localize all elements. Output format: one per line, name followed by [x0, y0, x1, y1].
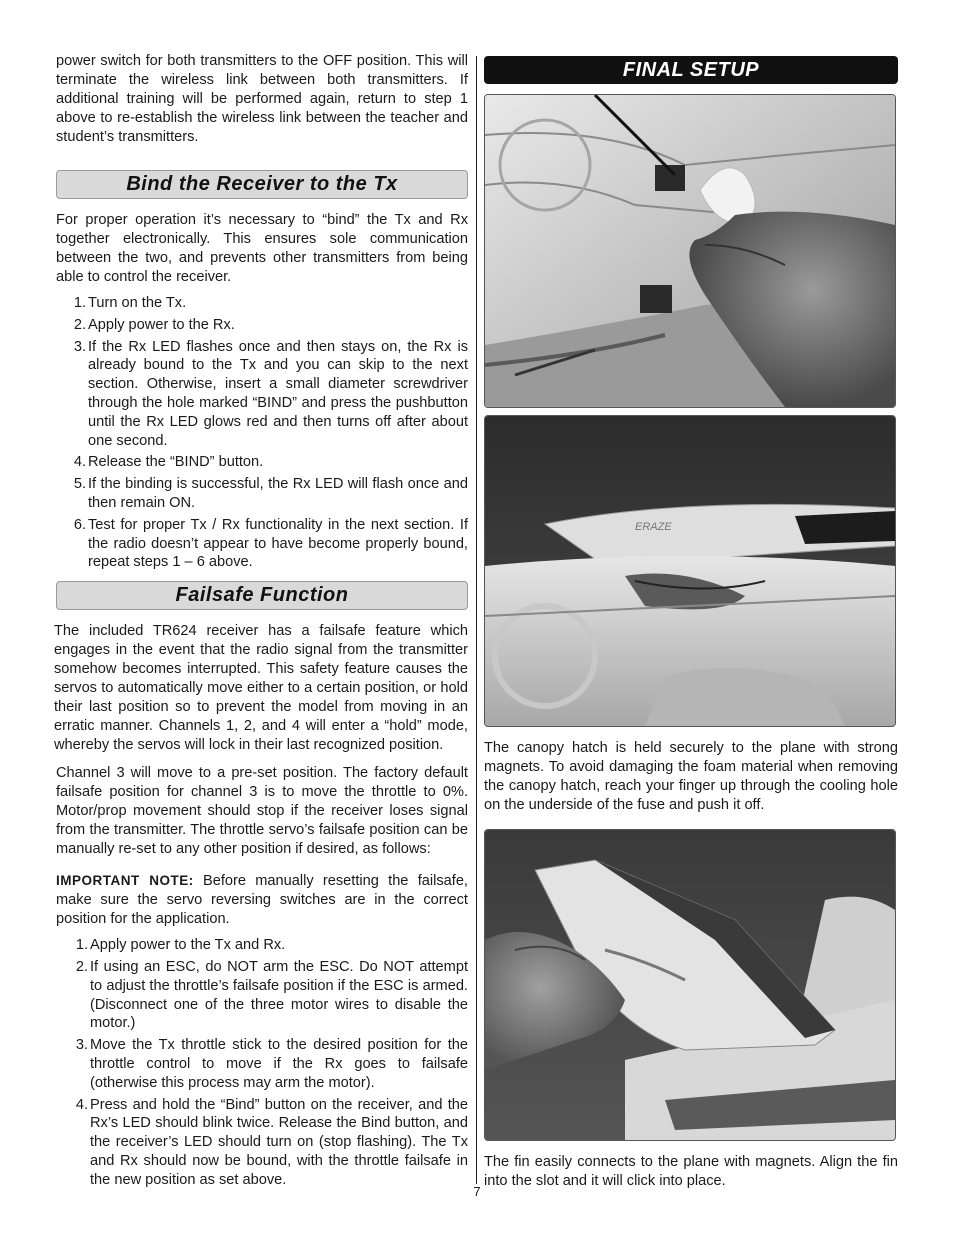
failsafe-step-number: 2. — [75, 958, 88, 975]
important-note-label: IMPORTANT NOTE: — [56, 873, 194, 889]
failsafe-section-heading — [56, 581, 468, 610]
bind-step — [68, 294, 468, 313]
failsafe-steps-list — [70, 936, 468, 1189]
failsafe-step — [70, 936, 468, 955]
bind-section-heading — [56, 170, 468, 199]
receiver-bind-photo — [484, 94, 896, 408]
left-column — [56, 52, 468, 1190]
bind-steps-list — [68, 294, 468, 572]
eraze-label: ERAZE — [635, 521, 672, 533]
right-column — [484, 56, 898, 1191]
canopy-photo-image — [485, 416, 895, 726]
failsafe-paragraph-1: The included TR624 receiver has a failsafe feature which engages in the event that the radio signal from the transmitter somehow becomes interrupted. This safety feature causes the servos to automatically move either to a certain position, or hold their last position so to prevent the model from moving in an erratic manner. Channels 1, 2, and 4 will enter a “hold” mode, whereby the servos will lock in their last recognized position. — [54, 623, 468, 754]
bind-step-number: 2. — [73, 316, 86, 333]
bind-step-text: Release the “BIND” button. — [88, 454, 264, 471]
bind-paragraph: For proper operation it’s necessary to “bind” the Tx and Rx together electronically. This ensures sole communication between the two, and prevents other transmitters from being able to control the receiver. — [56, 212, 468, 285]
failsafe-step-number: 1. — [75, 937, 88, 954]
failsafe-step-text: Move the Tx throttle stick to the desired position for the throttle control to move if the Rx goes to failsafe (otherwise this process may arm the motor). — [90, 1037, 468, 1091]
bind-step-number: 4. — [73, 454, 86, 471]
bind-step-text: If the binding is successful, the Rx LED will flash once and then remain ON. — [88, 476, 468, 511]
fin-photo-image — [485, 830, 895, 1140]
failsafe-step-text: Press and hold the “Bind” button on the receiver, and the Rx’s LED should blink twice. Release the Bind button, and the receiver’s LED should turn on (stop flashing). The Tx and Rx should now be bound, with the throttle failsafe in the new position as set above. — [90, 1096, 468, 1188]
failsafe-paragraph-2: Channel 3 will move to a pre-set position. The factory default failsafe position for channel 3 is to move the throttle to 0%. Motor/prop movement should stop if the receiver loses signal from the transmitter. The throttle servo’s failsafe position can be manually re-set to any other position if desired, as follows: — [56, 765, 468, 858]
page-number: 7 — [473, 1184, 481, 1199]
bind-heading-text: Bind the Receiver to the Tx — [126, 173, 398, 195]
bind-step-text: If the Rx LED flashes once and then stays on, the Rx is already bound to the Tx and you can skip to the next section. Otherwise, insert a small diameter screwdriver through the hole marked “BIND” and press the pushbutton until the Rx LED glows red and then turns off after about one second. — [88, 338, 468, 449]
important-note — [56, 871, 468, 929]
bind-step-number: 5. — [73, 476, 86, 493]
failsafe-step — [70, 958, 468, 1033]
column-divider — [476, 56, 477, 1184]
intro-paragraph: power switch for both transmitters to the OFF position. This will terminate the wireless link between both transmitters. If additional training will be performed again, return to step 1 above to re-establish the wireless link between the teacher and student’s transmitters. — [56, 53, 468, 145]
bind-step-number: 3. — [73, 338, 86, 355]
failsafe-step — [70, 1096, 468, 1190]
failsafe-step-number: 3. — [75, 1037, 88, 1054]
receiver-bind-photo-image — [485, 95, 895, 407]
canopy-caption: The canopy hatch is held securely to the plane with strong magnets. To avoid damaging the foam material when removing the canopy hatch, reach your finger up through the cooling hole on the underside of the fuse and push it off. — [484, 740, 898, 813]
final-setup-heading — [484, 56, 898, 84]
bind-step — [68, 338, 468, 451]
bind-step-number: 6. — [73, 516, 86, 533]
bind-step — [68, 316, 468, 335]
canopy-photo — [484, 415, 896, 727]
failsafe-step — [70, 1036, 468, 1092]
bind-step-number: 1. — [73, 295, 86, 311]
bind-step — [68, 516, 468, 572]
fin-photo — [484, 829, 896, 1141]
failsafe-step-text: If using an ESC, do NOT arm the ESC. Do NOT attempt to adjust the throttle’s failsafe position if the ESC is armed. (Disconnect one of the three motor wires to disable the motor.) — [90, 958, 468, 1032]
important-note-text: Before manually resetting the failsafe, make sure the servo reversing switches are in the correct position for the application. — [56, 873, 468, 928]
failsafe-step-number: 4. — [75, 1096, 88, 1113]
bind-step-text: Apply power to the Rx. — [88, 316, 235, 333]
bind-step-text: Turn on the Tx. — [88, 295, 187, 311]
bind-step — [68, 453, 468, 472]
final-setup-heading-text: FINAL SETUP — [622, 58, 760, 81]
failsafe-heading-text: Failsafe Function — [175, 584, 349, 607]
bind-step — [68, 475, 468, 513]
bind-step-text: Test for proper Tx / Rx functionality in the next section. If the radio doesn’t appear to have become properly bound, repeat steps 1 – 6 above. — [88, 516, 468, 571]
failsafe-step-text: Apply power to the Tx and Rx. — [90, 937, 286, 954]
fin-caption: The fin easily connects to the plane with magnets. Align the fin into the slot and it will click into place. — [484, 1154, 898, 1189]
